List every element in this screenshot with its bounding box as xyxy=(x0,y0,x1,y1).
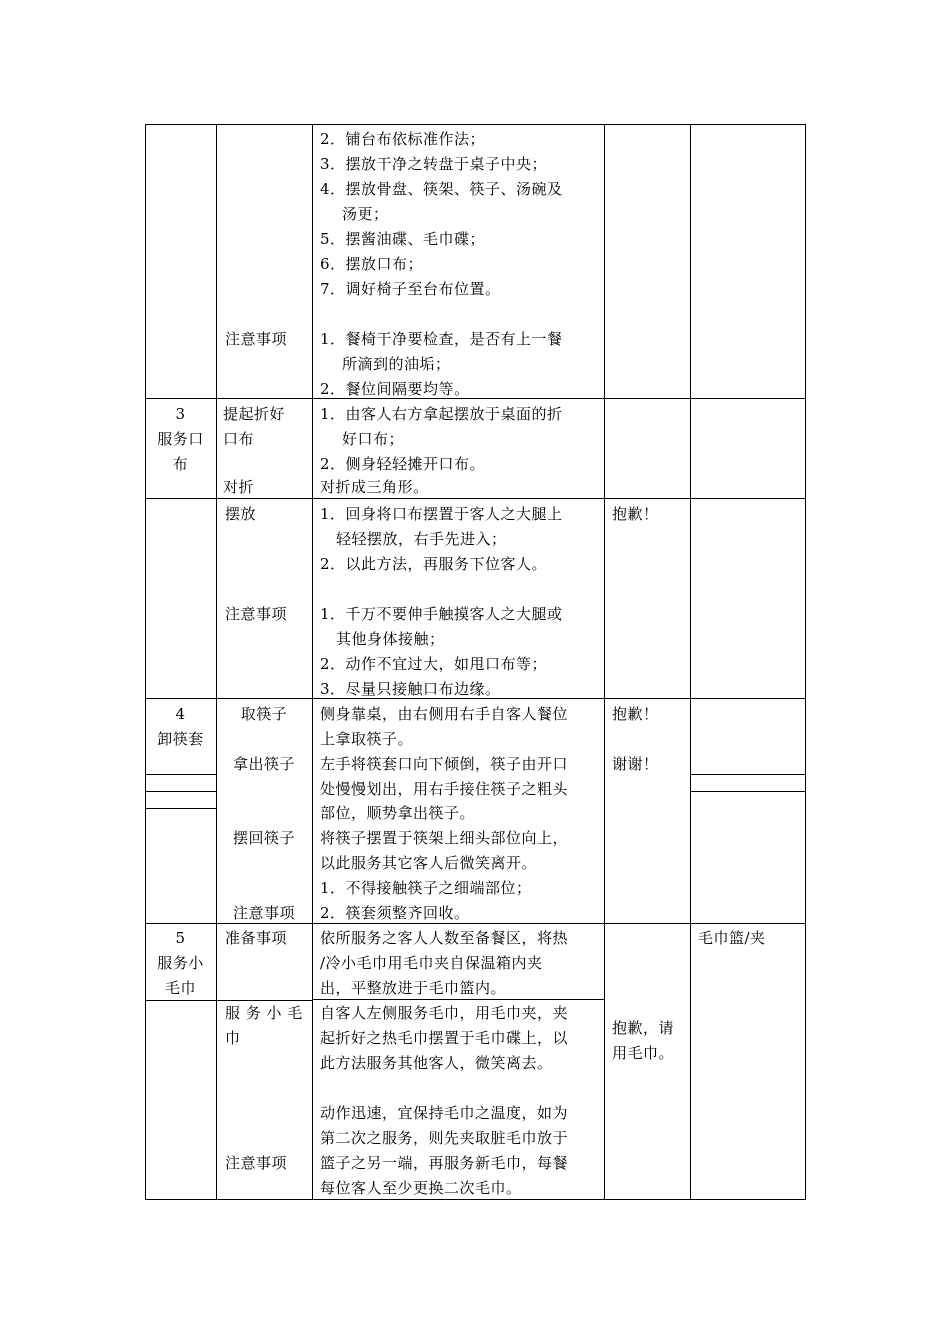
procedure-line: 自客人左侧服务毛巾，用毛巾夹，夹 xyxy=(320,1004,569,1022)
cell-split-line xyxy=(145,808,216,809)
procedure-line: 7．调好椅子至台布位置。 xyxy=(320,280,501,298)
table-border-left xyxy=(145,124,146,1200)
notice-line: 3．尽量只接触口布边缘。 xyxy=(320,680,501,698)
procedure-line: 对折成三角形。 xyxy=(320,478,429,496)
step-number: 4 xyxy=(175,705,186,723)
procedure-line: 3．摆放干净之转盘于桌子中央； xyxy=(320,155,548,173)
column-divider xyxy=(216,124,217,1200)
procedure-line: 6．摆放口布； xyxy=(320,255,424,273)
service-phrase: 谢谢！ xyxy=(612,755,659,773)
sub-step-label: 摆回筷子 xyxy=(232,829,295,847)
step-number: 5 xyxy=(175,929,186,947)
row-divider xyxy=(145,398,806,399)
procedure-line: 侧身靠桌，由右侧用右手自客人餐位 xyxy=(320,705,569,723)
table-border-top xyxy=(145,124,806,125)
procedure-line: 起折好之热毛巾摆置于毛巾碟上，以 xyxy=(320,1029,569,1047)
procedure-line: 此方法服务其他客人，微笑离去。 xyxy=(320,1054,553,1072)
procedure-line: 部位，顺势拿出筷子。 xyxy=(320,804,476,822)
sub-step-label: 准备事项 xyxy=(225,929,288,947)
sub-step-label: 口布 xyxy=(223,430,255,448)
cell-split-line xyxy=(145,791,216,792)
procedure-line: 处慢慢划出，用右手接住筷子之粗头 xyxy=(320,780,569,798)
sub-step-label: 取筷子 xyxy=(240,705,288,723)
cell-split-line xyxy=(690,791,806,792)
cell-split-line xyxy=(690,774,806,775)
procedure-line: 依所服务之客人人数至备餐区，将热 xyxy=(320,929,569,947)
step-title: 布 xyxy=(172,455,189,473)
sub-step-label: 拿出筷子 xyxy=(232,755,295,773)
column-divider xyxy=(690,124,691,1200)
procedure-line: 上拿取筷子。 xyxy=(320,730,414,748)
notice-line: 2．筷套须整齐回收。 xyxy=(320,904,470,922)
column-divider xyxy=(604,124,605,1200)
procedure-line: 汤更； xyxy=(342,205,389,223)
notice-line: 每位客人至少更换二次毛巾。 xyxy=(320,1179,522,1197)
service-phrase: 抱歉！ xyxy=(612,505,659,523)
notice-line: 2．餐位间隔要均等。 xyxy=(320,380,470,398)
procedure-line: 2．侧身轻轻摊开口布。 xyxy=(320,455,486,473)
procedure-line: 出，平整放进于毛巾篮内。 xyxy=(320,979,507,997)
procedure-line: 将筷子摆置于筷架上细头部位向上， xyxy=(320,829,569,847)
step-title: 毛巾 xyxy=(164,979,196,997)
column-divider xyxy=(312,124,313,1200)
cell-split-line xyxy=(145,774,216,775)
notice-line: 1．餐椅干净要检查，是否有上一餐 xyxy=(320,330,563,348)
procedure-line: 2．以此方法，再服务下位客人。 xyxy=(320,555,548,573)
table-border-right xyxy=(805,124,806,1200)
procedure-line: 1．由客人右方拿起摆放于桌面的折 xyxy=(320,405,563,423)
step-title: 服务小 xyxy=(157,954,204,972)
sub-step-label: 对折 xyxy=(223,478,255,496)
sub-step-label: 摆放 xyxy=(225,505,257,523)
procedure-line: 左手将筷套口向下倾倒，筷子由开口 xyxy=(320,755,569,773)
notice-label: 注意事项 xyxy=(225,1154,288,1172)
notice-line: 2．动作不宜过大，如甩口布等； xyxy=(320,655,548,673)
notice-line: 所滴到的油垢； xyxy=(342,355,451,373)
procedure-line: 1．回身将口布摆置于客人之大腿上 xyxy=(320,505,563,523)
notice-line: 第二次之服务，则先夹取脏毛巾放于 xyxy=(320,1129,569,1147)
procedure-line: 5．摆酱油碟、毛巾碟； xyxy=(320,230,486,248)
notice-line: 其他身体接触； xyxy=(336,630,445,648)
step-number: 3 xyxy=(175,405,186,423)
procedure-line: 以此服务其它客人后微笑离开。 xyxy=(320,854,538,872)
procedure-line: /冷小毛巾用毛巾夹自保温箱内夹 xyxy=(320,954,543,972)
notice-label: 注意事项 xyxy=(225,605,288,623)
sub-step-label: 巾 xyxy=(225,1029,241,1047)
notice-line: 1．不得接触筷子之细端部位； xyxy=(320,879,532,897)
notice-label: 注意事项 xyxy=(232,904,295,922)
procedure-line: 2．铺台布依标准作法； xyxy=(320,130,486,148)
notice-label: 注意事项 xyxy=(225,330,288,348)
service-phrase: 用毛巾。 xyxy=(612,1044,675,1062)
procedure-line: 轻轻摆放，右手先进入； xyxy=(336,530,507,548)
service-phrase: 抱歉！ xyxy=(612,705,659,723)
step-title: 卸筷套 xyxy=(157,730,204,748)
sub-step-label: 提起折好 xyxy=(223,405,286,423)
procedure-line: 4．摆放骨盘、筷架、筷子、汤碗及 xyxy=(320,180,563,198)
notice-line: 1．千万不要伸手触摸客人之大腿或 xyxy=(320,605,563,623)
sub-step-label: 服 务 小 毛 xyxy=(225,1004,303,1022)
service-phrase: 抱歉，请 xyxy=(612,1019,675,1037)
notice-line: 篮子之另一端，再服务新毛巾，每餐 xyxy=(320,1154,569,1172)
tools-label: 毛巾篮/夹 xyxy=(698,929,766,947)
step-title: 服务口 xyxy=(157,430,204,448)
notice-line: 动作迅速，宜保持毛巾之温度，如为 xyxy=(320,1104,569,1122)
procedure-line: 好口布； xyxy=(342,430,405,448)
